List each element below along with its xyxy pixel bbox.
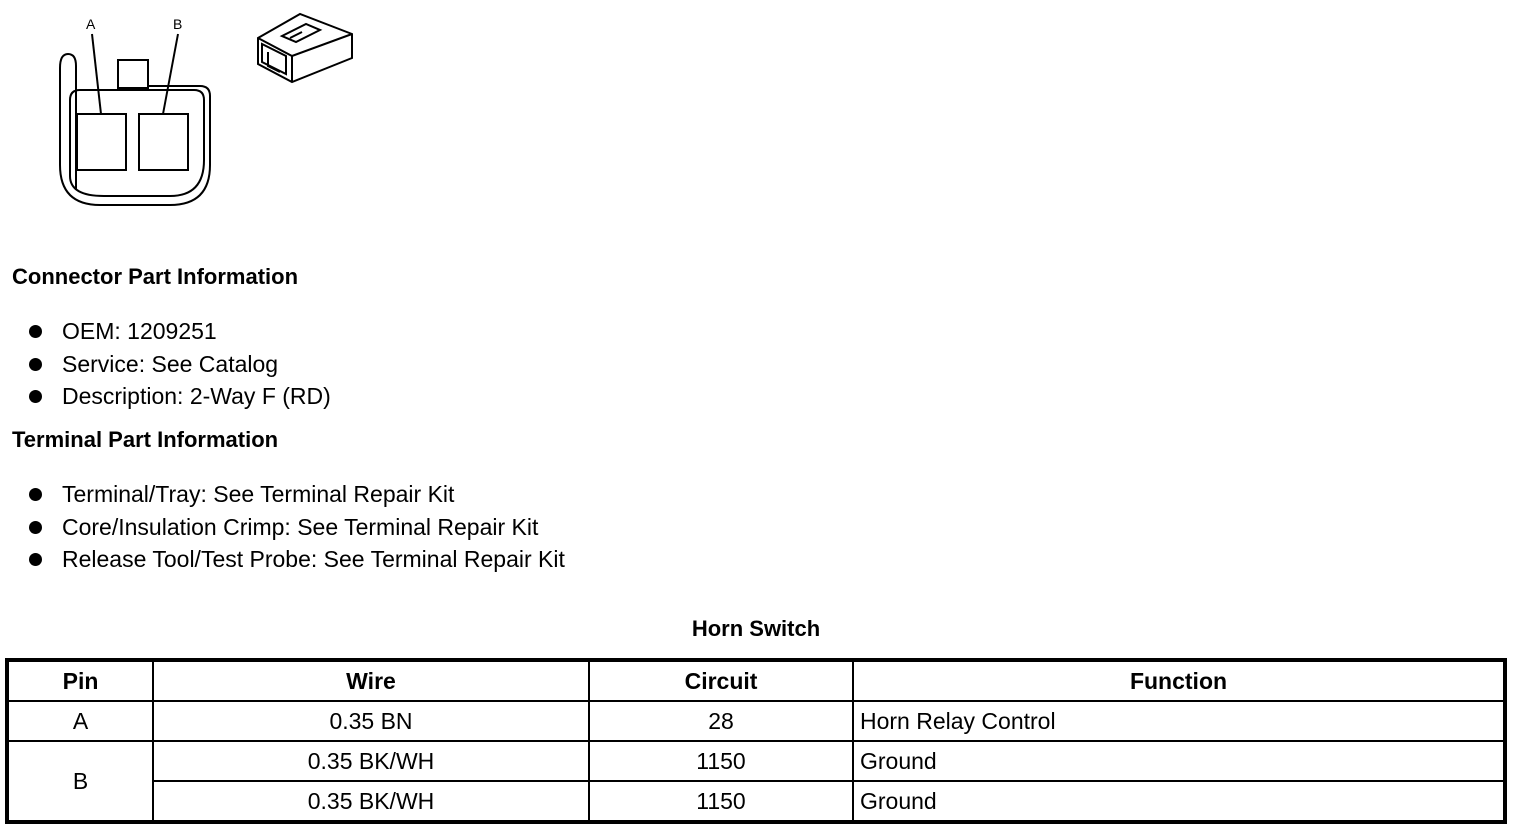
- pinout-table: [5, 658, 1507, 824]
- list-item-text: Terminal/Tray: See Terminal Repair Kit: [62, 481, 455, 507]
- leader-line-b: [163, 34, 178, 114]
- bullet-dot: [29, 553, 42, 566]
- table-row: [7, 741, 1505, 781]
- connector-info-list: [28, 318, 331, 416]
- terminal-info-list: [28, 481, 565, 579]
- connector-face-diagram: [0, 0, 380, 220]
- table-title: Horn Switch: [691, 616, 821, 641]
- list-item-text: Description: 2-Way F (RD): [62, 383, 331, 410]
- connector-info-heading: Connector Part Information: [12, 264, 299, 289]
- bullet-dot: [29, 521, 42, 534]
- cell-pin: B: [7, 741, 153, 822]
- connector-housing-inner: [70, 90, 204, 196]
- list-item-text: Release Tool/Test Probe: See Terminal Repair Kit: [62, 546, 565, 573]
- leader-line-a: [92, 34, 101, 114]
- cell-wire: 0.35 BK/WH: [153, 781, 589, 822]
- list-item: [28, 351, 331, 384]
- column-header-pin: Pin: [7, 660, 153, 701]
- pin-label-b: B: [173, 16, 183, 32]
- column-header-wire: Wire: [153, 660, 589, 701]
- connector-latch: [60, 54, 76, 190]
- cell-wire: 0.35 BK/WH: [153, 741, 589, 781]
- table-row: [7, 781, 1505, 822]
- cell-circuit: 1150: [589, 781, 853, 822]
- cavity-a: [77, 114, 126, 170]
- cavity-b: [139, 114, 188, 170]
- list-item: [28, 481, 565, 514]
- list-item: [28, 318, 331, 351]
- cell-pin: A: [7, 701, 153, 741]
- list-item-text: Core/Insulation Crimp: See Terminal Repair Kit: [62, 513, 539, 540]
- bullet-dot: [29, 390, 42, 403]
- bullet-dot: [29, 488, 42, 501]
- cell-circuit: 1150: [589, 741, 853, 781]
- bullet-dot: [29, 325, 42, 338]
- table-row: [7, 701, 1505, 741]
- list-item: [28, 514, 565, 547]
- terminal-info-heading: Terminal Part Information: [12, 427, 279, 452]
- list-item-text: Service: See Catalog: [62, 350, 279, 377]
- cell-wire: 0.35 BN: [153, 701, 589, 741]
- pin-label-a: A: [86, 16, 96, 32]
- list-item: [28, 383, 331, 416]
- column-header-function: Function: [853, 660, 1505, 701]
- connector-lock-tab: [118, 60, 148, 88]
- column-header-circuit: Circuit: [589, 660, 853, 701]
- cell-function: Horn Relay Control: [853, 701, 1505, 741]
- bullet-dot: [29, 358, 42, 371]
- list-item-text: OEM: 1209251: [62, 318, 217, 344]
- table-header-row: [7, 660, 1505, 701]
- cell-circuit: 28: [589, 701, 853, 741]
- connector-iso-icon: [258, 14, 352, 82]
- list-item: [28, 546, 565, 579]
- cell-function: Ground: [853, 741, 1505, 781]
- cell-function: Ground: [853, 781, 1505, 822]
